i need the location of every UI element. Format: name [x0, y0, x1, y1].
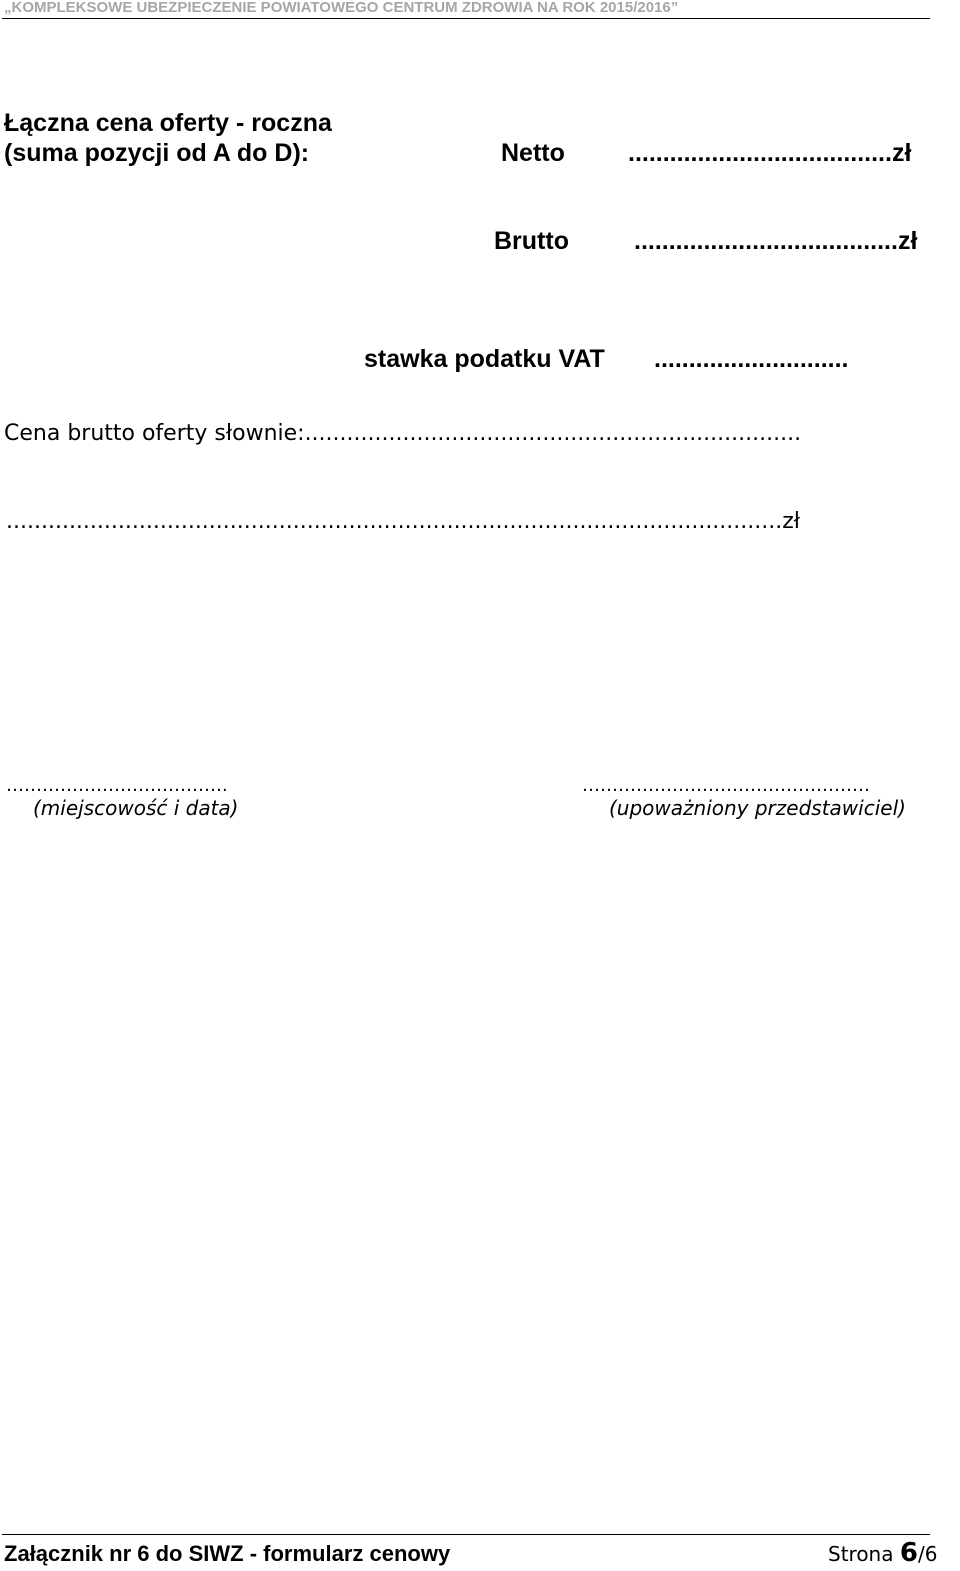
vat-rate-value-field: ............................: [654, 345, 849, 373]
representative-caption: (upoważniony przedstawiciel): [609, 796, 906, 820]
total-price-label-line2: (suma pozycji od A do D):: [4, 139, 310, 167]
page-number-prefix: Strona: [828, 1542, 900, 1566]
page-number: [828, 1538, 937, 1569]
price-in-words-line: ...............................................................................................................zł: [6, 509, 801, 534]
representative-signature-dots: …………………………………………: [582, 775, 870, 796]
place-date-caption: (miejscowość i data): [33, 796, 239, 820]
brutto-value-field: ......................................zł: [634, 227, 918, 255]
header-divider: [2, 18, 930, 19]
netto-label: Netto: [501, 139, 565, 167]
vat-rate-label: stawka podatku VAT: [364, 345, 605, 373]
footer-attachment-title: Załącznik nr 6 do SIWZ - formularz cenowy: [4, 1541, 451, 1566]
brutto-label: Brutto: [494, 227, 569, 255]
price-in-words-label: Cena brutto oferty słownie:.......................................................................: [4, 421, 802, 446]
netto-value-field: ......................................zł: [628, 139, 912, 167]
page-number-total: /6: [917, 1542, 938, 1566]
document-header-title: „KOMPLEKSOWE UBEZPIECZENIE POWIATOWEGO CENTRUM ZDROWIA NA ROK 2015/2016”: [4, 0, 679, 16]
place-date-dots: ……………………………….: [6, 775, 228, 796]
total-price-label-line1: Łączna cena oferty - roczna: [4, 109, 332, 137]
footer-divider: [2, 1534, 930, 1535]
page-number-current: 6: [899, 1538, 918, 1568]
